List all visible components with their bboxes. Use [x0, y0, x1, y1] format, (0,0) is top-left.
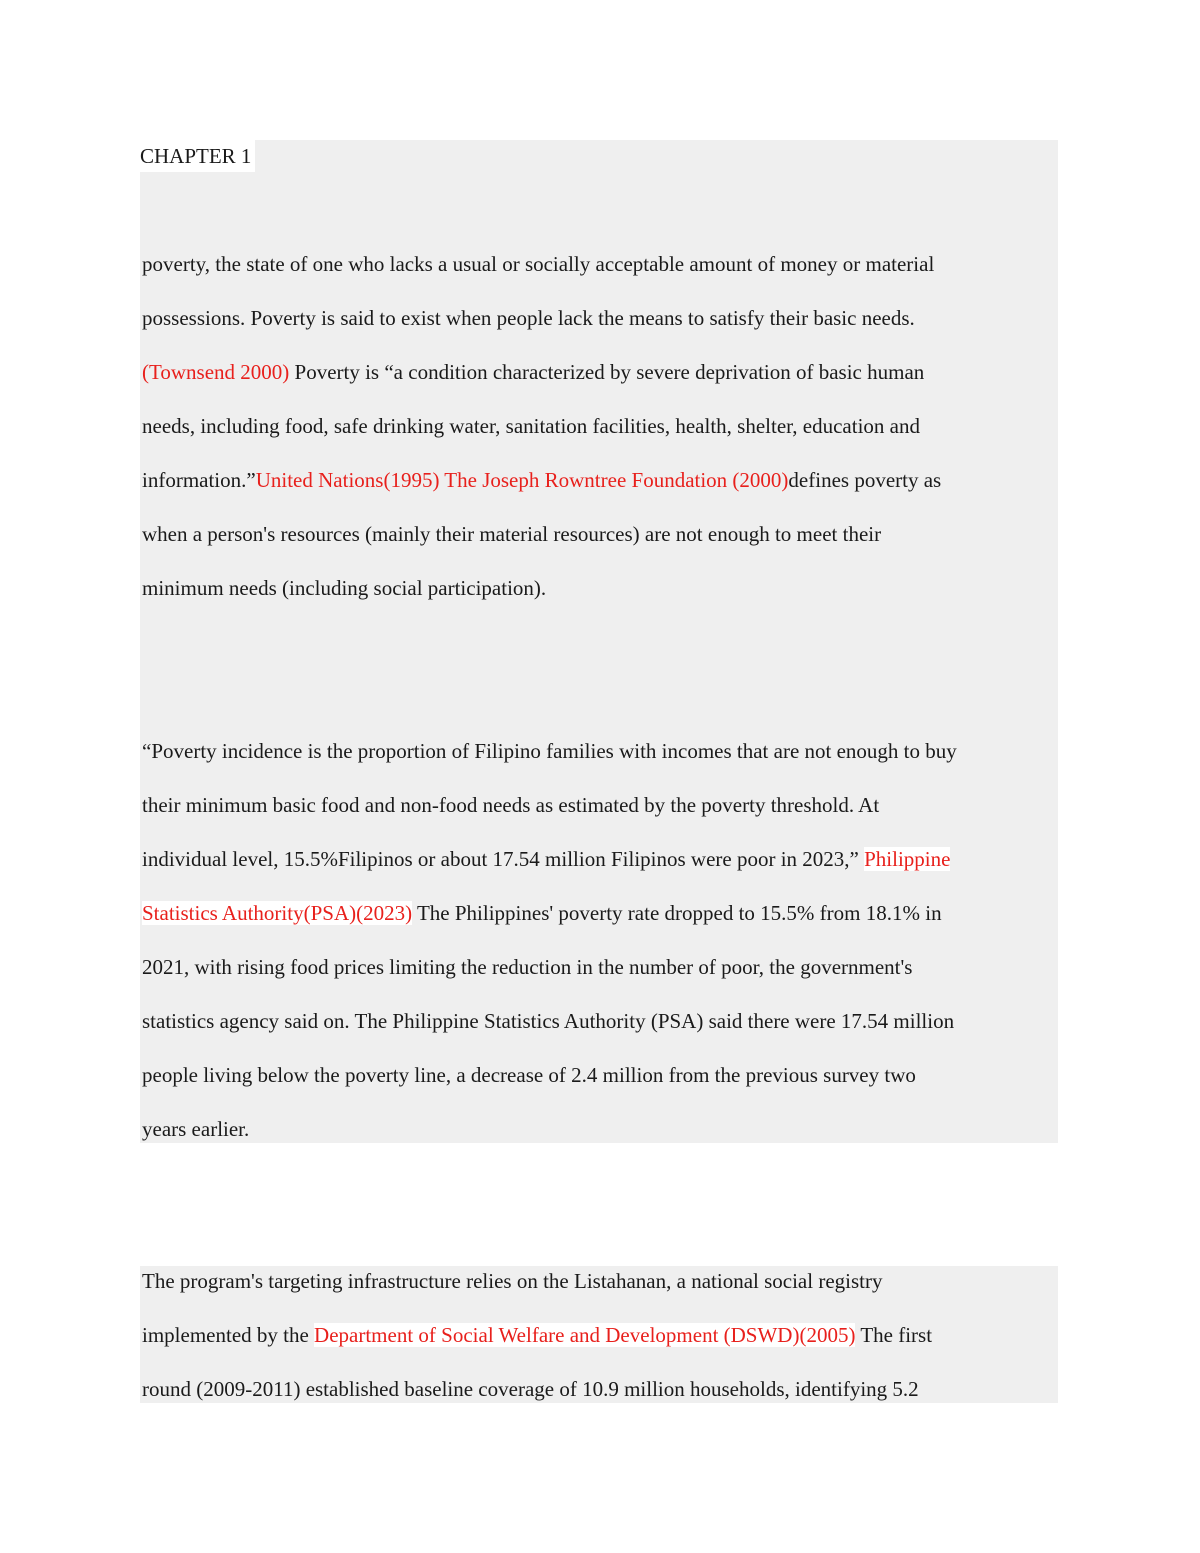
- para2-line-7: people living below the poverty line, a decrease of 2.4 million from the previous survey two: [142, 1063, 916, 1087]
- para2-line-1: “Poverty incidence is the proportion of Filipino families with incomes that are not enough to buy: [142, 739, 957, 763]
- para1-line-3-text: Poverty is “a condition characterized by severe deprivation of basic human: [289, 360, 925, 384]
- para3-line-2-text: implemented by the: [142, 1323, 315, 1347]
- paragraph-3: [142, 1254, 1057, 1416]
- paragraph-1: [142, 237, 1057, 615]
- para1-line-2: possessions. Poverty is said to exist when people lack the means to satisfy their basic needs.: [142, 306, 915, 330]
- para1-line-5-tail: defines poverty as: [788, 468, 942, 492]
- para2-line-2: their minimum basic food and non-food needs as estimated by the poverty threshold. At: [142, 793, 880, 817]
- para1-line-6: when a person's resources (mainly their material resources) are not enough to meet their: [142, 522, 882, 546]
- citation-dswd: Department of Social Welfare and Development (DSWD)(2005): [314, 1323, 856, 1347]
- para3-line-2: [142, 1308, 1057, 1362]
- citation-un-rowntree: United Nations(1995) The Joseph Rowntree Foundation (2000): [255, 468, 789, 492]
- para1-line-5: [142, 453, 1057, 507]
- chapter-heading: CHAPTER 1: [140, 140, 255, 172]
- para1-line-7: minimum needs (including social participation).: [142, 576, 547, 600]
- para3-line-1: The program's targeting infrastructure relies on the Listahanan, a national social registry: [142, 1269, 883, 1293]
- para3-line-2-tail: The first: [855, 1323, 933, 1347]
- para2-line-4-text: The Philippines' poverty rate dropped to 15.5% from 18.1% in: [412, 901, 942, 925]
- para2-line-5: 2021, with rising food prices limiting the reduction in the number of poor, the government's: [142, 955, 913, 979]
- para2-line-8: years earlier.: [142, 1117, 250, 1141]
- paragraph-2: [142, 724, 1057, 1156]
- para1-line-3: [142, 345, 1057, 399]
- citation-psa-start: Philippine: [864, 847, 951, 871]
- para2-line-3-text: individual level, 15.5%Filipinos or about 17.54 million Filipinos were poor in 2023,”: [142, 847, 865, 871]
- para2-line-3: [142, 832, 1057, 886]
- citation-psa-end: Statistics Authority(PSA)(2023): [142, 901, 413, 925]
- para2-line-4: [142, 886, 1057, 940]
- para1-line-4: needs, including food, safe drinking water, sanitation facilities, health, shelter, education and: [142, 414, 920, 438]
- citation-townsend: (Townsend 2000): [142, 360, 290, 384]
- para2-line-6: statistics agency said on. The Philippine Statistics Authority (PSA) said there were 17.54 million: [142, 1009, 955, 1033]
- para1-line-1: poverty, the state of one who lacks a usual or socially acceptable amount of money or material: [142, 252, 935, 276]
- para3-line-3: round (2009-2011) established baseline coverage of 10.9 million households, identifying 5.2: [142, 1377, 919, 1401]
- para1-line-5-text: information.”: [142, 468, 256, 492]
